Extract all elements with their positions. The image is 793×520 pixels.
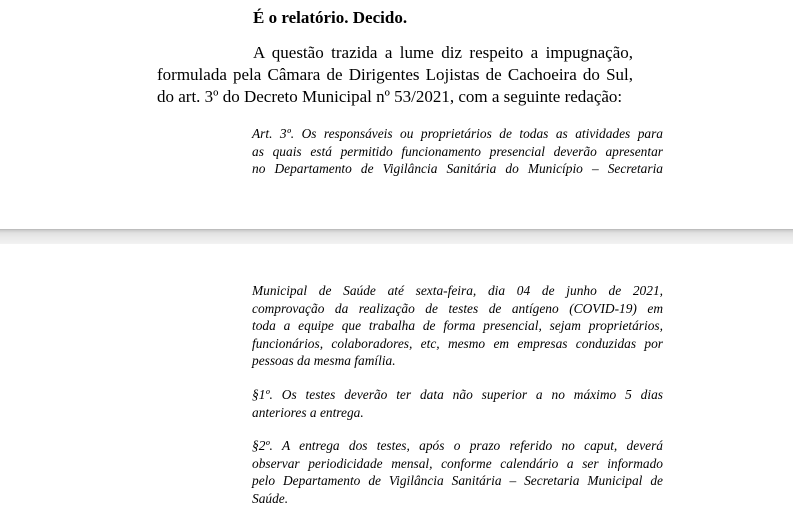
quote-line: toda a equipe que trabalha de forma presencial, sejam proprietários,: [252, 318, 663, 333]
quote-line: pelo Departamento de Vigilância Sanitária – Secretaria Municipal de: [252, 473, 663, 488]
paragraph-line: formulada pela Câmara de Dirigentes Lojistas de Cachoeira do Sul,: [157, 65, 633, 84]
quote-line: pessoas da mesma família.: [252, 353, 396, 368]
quoted-article: [252, 125, 663, 178]
quoted-paragraph-1: [252, 386, 663, 421]
page-separator: [0, 229, 793, 244]
quote-line: comprovação da realização de testes de antígeno (COVID-19) em: [252, 300, 663, 316]
paragraph-line: A questão trazida a lume diz respeito a impugnação,: [253, 43, 633, 62]
quote-line: Saúde.: [252, 490, 289, 506]
quote-line: Municipal de Saúde até sexta-feira, dia 04 de junho de 2021,: [252, 283, 663, 298]
paragraph-line: do art. 3º do Decreto Municipal nº 53/2021, com a seguinte redação:: [157, 87, 623, 106]
quote-line: anteriores a entrega.: [252, 404, 364, 420]
quote-line: Art. 3º. Os responsáveis ou proprietários de todas as atividades para: [252, 126, 663, 141]
quoted-paragraph-2: [252, 437, 663, 507]
document-page-bottom: [0, 244, 793, 520]
quote-line: funcionários, colaboradores, etc, mesmo em empresas conduzidas por: [252, 335, 663, 351]
quote-line: observar periodicidade mensal, conforme calendário a ser informado: [252, 455, 663, 471]
quote-line: §1º. Os testes deverão ter data não superior a no máximo 5 dias: [252, 387, 663, 402]
quote-line: §2º. A entrega dos testes, após o prazo referido no caput, deverá: [252, 438, 663, 453]
body-paragraph: [157, 42, 633, 108]
section-heading: É o relatório. Decido.: [253, 8, 408, 27]
quote-line: as quais está permitido funcionamento presencial deverão apresentar: [252, 143, 663, 159]
document-page-top: [0, 0, 793, 229]
quote-line: no Departamento de Vigilância Sanitária do Município – Secretaria: [252, 161, 663, 176]
quoted-article-continued: [252, 282, 663, 370]
